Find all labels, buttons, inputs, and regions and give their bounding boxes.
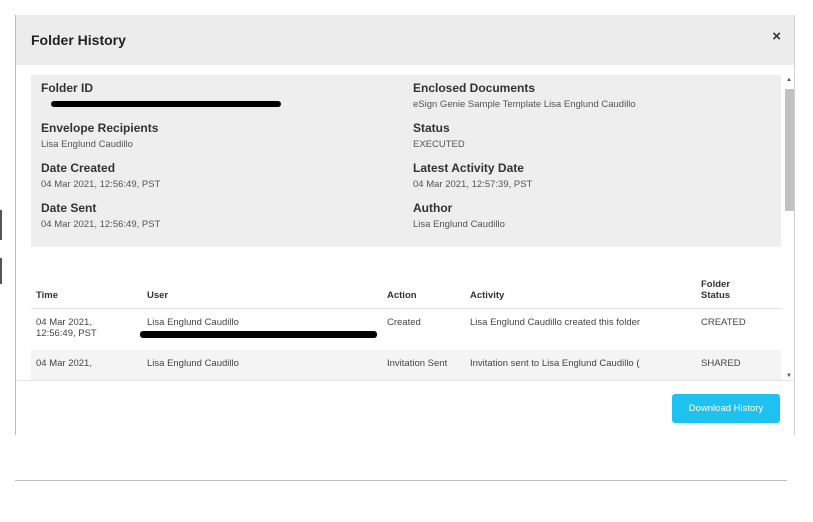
status-value: EXECUTED	[413, 139, 465, 150]
row-time-date: 04 Mar 2021,	[36, 317, 92, 328]
author-label: Author	[413, 201, 453, 215]
author-field	[413, 201, 505, 230]
close-icon[interactable]: ×	[772, 28, 781, 45]
status-label: Status	[413, 121, 450, 135]
footer-divider	[16, 380, 794, 381]
row-action: Created	[387, 317, 421, 328]
folder-history-modal	[15, 15, 795, 435]
folder-id-field	[41, 81, 93, 95]
date-sent-value: 04 Mar 2021, 12:56:49, PST	[41, 219, 161, 230]
row-time-clock: 12:56:49, PST	[36, 328, 97, 339]
envelope-recipients-field	[41, 121, 158, 150]
date-created-label: Date Created	[41, 161, 116, 175]
column-header-activity: Activity	[465, 265, 696, 309]
column-header-action: Action	[382, 265, 465, 309]
enclosed-documents-label: Enclosed Documents	[413, 81, 536, 95]
modal-title: Folder History	[31, 32, 126, 48]
column-header-user: User	[142, 265, 382, 309]
table-header-row	[31, 265, 781, 309]
table-row	[31, 309, 781, 351]
user-email-redaction	[140, 331, 377, 338]
row-status: CREATED	[701, 317, 746, 328]
status-field	[413, 121, 465, 150]
row-user: Lisa Englund Caudillo	[142, 350, 382, 381]
folder-id-label: Folder ID	[41, 81, 94, 95]
scroll-down-icon[interactable]: ▼	[786, 373, 792, 379]
folder-id-redaction	[51, 101, 281, 107]
enclosed-documents-value: eSign Genie Sample Template Lisa Englund Caudillo	[413, 99, 636, 110]
row-user-name: Lisa Englund Caudillo	[147, 317, 239, 328]
envelope-recipients-value: Lisa Englund Caudillo	[41, 139, 133, 150]
date-created-value: 04 Mar 2021, 12:56:49, PST	[41, 179, 161, 190]
row-time	[31, 350, 142, 381]
column-header-time: Time	[31, 265, 142, 309]
page-edge-mark	[0, 258, 2, 284]
modal-header	[16, 15, 794, 65]
history-table	[31, 265, 781, 381]
download-history-button[interactable]: Download History	[672, 394, 780, 423]
date-created-field	[41, 161, 160, 190]
enclosed-documents-field	[413, 81, 636, 110]
date-sent-label: Date Sent	[41, 201, 97, 215]
folder-status-header-line1: Folder	[701, 279, 731, 290]
folder-info-panel	[31, 75, 781, 247]
history-scroll-area[interactable]	[31, 75, 795, 381]
scrollbar-thumb[interactable]	[785, 89, 794, 211]
folder-status-header-line2: Status	[701, 290, 731, 301]
latest-activity-value: 04 Mar 2021, 12:57:39, PST	[413, 179, 533, 190]
scroll-up-icon[interactable]: ▲	[786, 77, 792, 83]
row-action: Invitation Sent	[382, 350, 465, 381]
row-time	[31, 309, 142, 351]
vertical-scrollbar[interactable]	[782, 75, 795, 381]
latest-activity-label: Latest Activity Date	[413, 161, 524, 175]
page-edge-mark	[0, 210, 2, 240]
row-user	[142, 309, 382, 351]
page-divider	[15, 480, 787, 481]
row-status: SHARED	[696, 350, 781, 381]
history-table-area	[31, 265, 781, 381]
row-activity: Lisa Englund Caudillo created this folder	[470, 317, 641, 328]
envelope-recipients-label: Envelope Recipients	[41, 121, 159, 135]
table-row	[31, 350, 781, 381]
row-activity: Invitation sent to Lisa Englund Caudillo (	[465, 350, 696, 381]
author-value: Lisa Englund Caudillo	[413, 219, 505, 230]
date-sent-field	[41, 201, 160, 230]
column-header-folder-status	[696, 265, 781, 309]
latest-activity-field	[413, 161, 532, 190]
row-time-date: 04 Mar 2021,	[36, 358, 92, 369]
